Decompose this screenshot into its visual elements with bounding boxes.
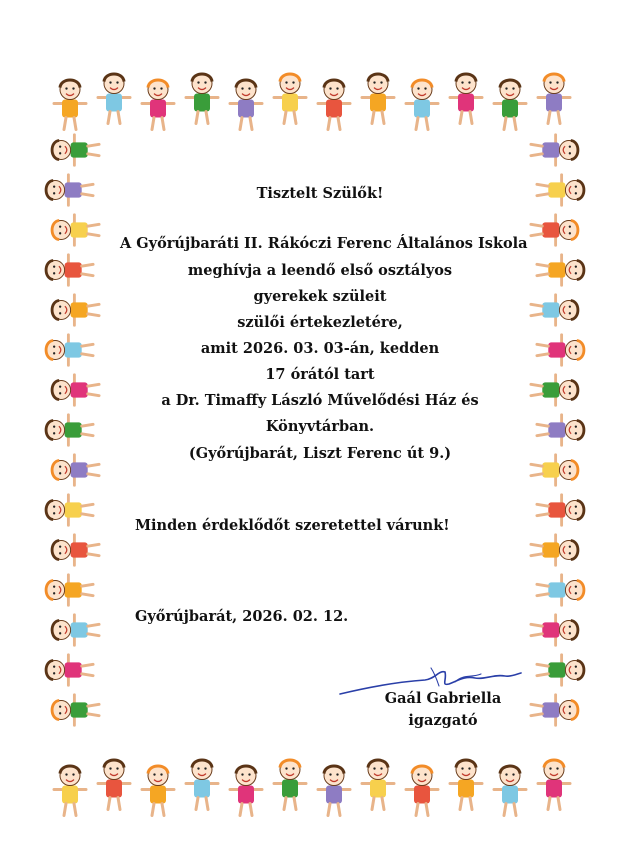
child-figure <box>46 495 94 525</box>
child-figure <box>46 335 94 365</box>
child-figure <box>142 766 174 816</box>
child-figure <box>406 80 438 130</box>
child-figure <box>52 215 100 245</box>
child-figure <box>531 695 579 725</box>
body-line: Könyvtárban. <box>265 418 375 435</box>
child-figure <box>52 375 100 405</box>
invitation-text <box>120 140 528 740</box>
child-figure <box>230 80 262 130</box>
body-line: A Győrújbaráti II. Rákóczi Ferenc Általános Iskola <box>120 235 528 252</box>
child-figure <box>406 766 438 816</box>
child-figure <box>46 175 94 205</box>
child-figure <box>318 766 350 816</box>
child-figure <box>186 760 218 810</box>
child-figure <box>362 74 394 124</box>
signer-name: Gaál Gabriella <box>384 690 502 707</box>
child-figure <box>494 80 526 130</box>
child-figure <box>230 766 262 816</box>
child-figure <box>52 695 100 725</box>
body-line: meghívja a leendő első osztályos <box>187 262 453 279</box>
child-figure <box>98 760 130 810</box>
child-figure <box>494 766 526 816</box>
child-figure <box>274 74 306 124</box>
child-figure <box>46 255 94 285</box>
child-figure <box>54 766 86 816</box>
child-figure <box>531 215 579 245</box>
body-line: a Dr. Timaffy László Művelődési Ház és <box>161 392 479 409</box>
child-figure <box>537 575 585 605</box>
child-figure <box>142 80 174 130</box>
child-figure <box>531 375 579 405</box>
child-figure <box>52 615 100 645</box>
child-figure <box>531 135 579 165</box>
body-line: gyerekek szüleit <box>253 288 387 305</box>
child-figure <box>318 80 350 130</box>
child-figure <box>450 760 482 810</box>
child-figure <box>537 335 585 365</box>
child-figure <box>531 455 579 485</box>
child-figure <box>531 535 579 565</box>
body-line: 17 órától tart <box>265 366 375 383</box>
child-figure <box>538 74 570 124</box>
child-figure <box>52 135 100 165</box>
child-figure <box>537 495 585 525</box>
body-line: amit 2026. 03. 03-án, kedden <box>200 340 440 357</box>
body-line: szülői értekezletére, <box>237 314 403 331</box>
signer-title: igazgató <box>408 712 478 729</box>
child-figure <box>46 575 94 605</box>
child-figure <box>531 295 579 325</box>
greeting: Tisztelt Szülők! <box>256 185 384 202</box>
child-figure <box>46 415 94 445</box>
child-figure <box>531 615 579 645</box>
child-figure <box>52 455 100 485</box>
child-figure <box>54 80 86 130</box>
child-figure <box>537 655 585 685</box>
place-date: Győrújbarát, 2026. 02. 12. <box>135 608 349 625</box>
child-figure <box>46 655 94 685</box>
child-figure <box>52 535 100 565</box>
closing-line: Minden érdeklődőt szeretettel várunk! <box>135 517 450 534</box>
child-figure <box>538 760 570 810</box>
child-figure <box>537 415 585 445</box>
child-figure <box>537 255 585 285</box>
child-figure <box>537 175 585 205</box>
child-figure <box>362 760 394 810</box>
child-figure <box>186 74 218 124</box>
child-figure <box>274 760 306 810</box>
child-figure <box>52 295 100 325</box>
child-figure <box>450 74 482 124</box>
child-figure <box>98 74 130 124</box>
signature-block <box>335 660 525 740</box>
body-line: (Győrújbarát, Liszt Ferenc út 9.) <box>188 445 452 462</box>
